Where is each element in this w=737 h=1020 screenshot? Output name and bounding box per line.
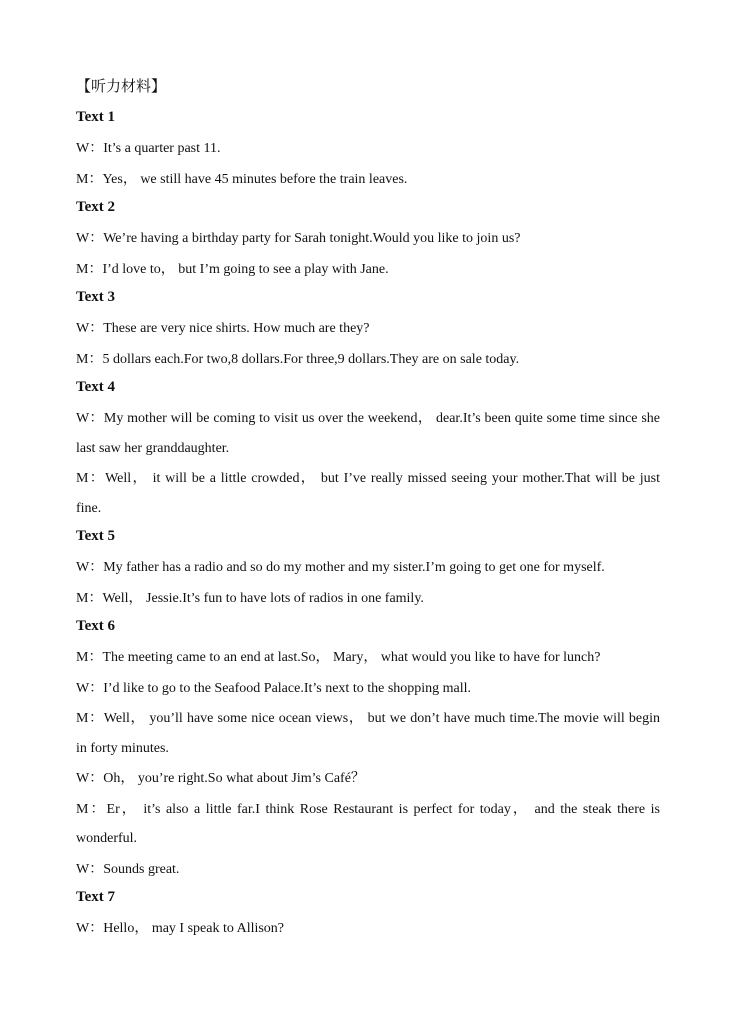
speaker-label: W: [76, 921, 90, 936]
transcript-body: [76, 105, 660, 945]
speaker-label: W: [76, 321, 90, 336]
speaker-separator: ：: [88, 261, 103, 277]
dialogue-line: [76, 914, 660, 944]
speaker-separator: ：: [89, 411, 104, 426]
speaker-label: W: [76, 560, 90, 575]
text-section: [76, 885, 660, 944]
text-section: [76, 524, 660, 613]
dialogue-line: [76, 764, 660, 794]
speaker-label: W: [76, 680, 90, 696]
speaker-label: M: [76, 261, 89, 277]
dialogue-text: Hello， may I speak to Allison?: [103, 921, 285, 936]
dialogue-line: [76, 165, 660, 195]
dialogue-line: [76, 584, 660, 614]
speaker-label: M: [76, 351, 89, 367]
dialogue-text: Well， Jessie.It’s fun to have lots of radios in one family.: [102, 590, 424, 606]
text-section: [76, 614, 660, 884]
text-section: [76, 195, 660, 284]
dialogue-line: [76, 704, 660, 763]
speaker-separator: ：: [88, 171, 103, 187]
speaker-label: M: [76, 801, 89, 817]
dialogue-line: [76, 314, 660, 344]
speaker-label: W: [76, 231, 90, 246]
dialogue-text: My mother will be coming to visit us over the weekend， dear.It’s been quite some time since she last saw her granddaughter.: [76, 411, 660, 456]
dialogue-line: [76, 674, 660, 704]
speaker-separator: ：: [89, 560, 104, 575]
speaker-separator: ：: [89, 231, 104, 246]
dialogue-line: [76, 855, 660, 885]
dialogue-line: [76, 404, 660, 463]
text-section: [76, 375, 660, 523]
section-title: Text 6: [76, 618, 116, 634]
dialogue-text: Sounds great.: [103, 861, 180, 877]
section-title: Text 1: [76, 109, 116, 125]
section-title: Text 4: [76, 379, 116, 395]
speaker-separator: ：: [88, 650, 103, 665]
speaker-separator: ：: [88, 801, 107, 817]
speaker-separator: ：: [89, 321, 104, 336]
dialogue-line: [76, 553, 660, 583]
speaker-separator: ：: [88, 711, 104, 726]
speaker-separator: ：: [89, 861, 104, 877]
speaker-label: M: [76, 471, 89, 486]
dialogue-text: We’re having a birthday party for Sarah tonight.Would you like to join us?: [103, 231, 521, 246]
speaker-label: M: [76, 590, 89, 606]
page-heading: 【听力材料】: [76, 77, 167, 95]
speaker-label: W: [76, 771, 90, 786]
dialogue-line: [76, 643, 660, 673]
speaker-label: M: [76, 171, 89, 187]
speaker-separator: ：: [88, 351, 103, 367]
speaker-separator: ：: [89, 921, 104, 936]
dialogue-text: Well， you’ll have some nice ocean views， but we don’t have much time.The movie will begin in forty minutes.: [76, 711, 661, 756]
section-title: Text 5: [76, 528, 116, 544]
text-section: [76, 105, 660, 194]
dialogue-text: These are very nice shirts. How much are they?: [103, 321, 370, 336]
speaker-label: M: [76, 650, 89, 665]
speaker-label: W: [76, 141, 90, 156]
dialogue-line: [76, 464, 660, 523]
dialogue-text: Oh， you’re right.So what about Jim’s Café？: [103, 771, 365, 786]
speaker-label: M: [76, 711, 89, 726]
dialogue-text: I’d like to go to the Seafood Palace.It’s next to the shopping mall.: [103, 680, 472, 696]
speaker-separator: ：: [89, 771, 104, 786]
dialogue-line: [76, 795, 660, 854]
speaker-separator: ：: [89, 141, 104, 156]
text-section: [76, 285, 660, 374]
speaker-label: W: [76, 861, 90, 877]
dialogue-line: [76, 255, 660, 285]
speaker-separator: ：: [89, 680, 104, 696]
dialogue-text: The meeting came to an end at last.So， Mary， what would you like to have for lunch?: [102, 650, 601, 665]
section-title: Text 3: [76, 289, 116, 305]
dialogue-line: [76, 345, 660, 375]
section-title: Text 7: [76, 889, 116, 905]
dialogue-text: 5 dollars each.For two,8 dollars.For three,9 dollars.They are on sale today.: [102, 351, 520, 367]
speaker-separator: ：: [88, 471, 106, 486]
dialogue-text: I’d love to， but I’m going to see a play with Jane.: [102, 261, 389, 277]
dialogue-text: Yes， we still have 45 minutes before the train leaves.: [102, 171, 408, 187]
speaker-label: W: [76, 411, 90, 426]
dialogue-text: It’s a quarter past 11.: [103, 141, 221, 156]
dialogue-line: [76, 134, 660, 164]
dialogue-text: My father has a radio and so do my mother and my sister.I’m going to get one for myself.: [103, 560, 605, 575]
section-title: Text 2: [76, 199, 116, 215]
dialogue-text: Well， it will be a little crowded， but I’ve really missed seeing your mother.That will be just fine.: [76, 471, 661, 516]
speaker-separator: ：: [88, 590, 103, 606]
dialogue-text: Er， it’s also a little far.I think Rose Restaurant is perfect for today， and the steak there is wonderful.: [76, 801, 660, 846]
dialogue-line: [76, 224, 660, 254]
